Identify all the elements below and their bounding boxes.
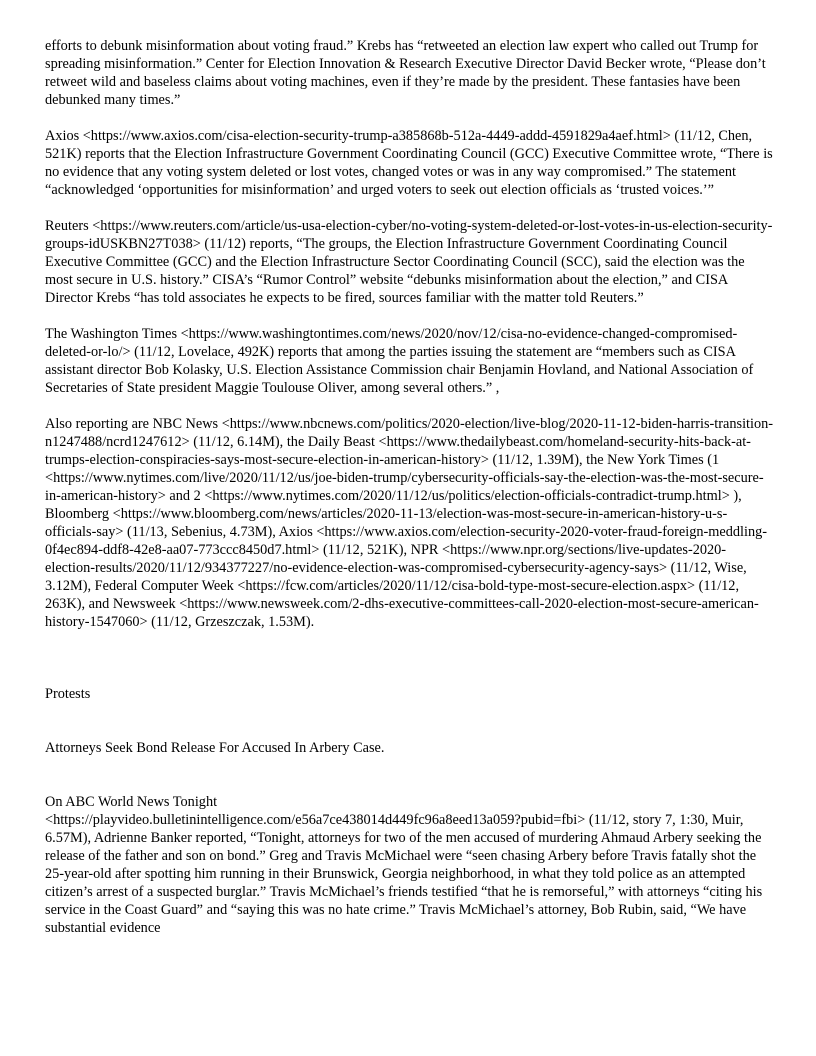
paragraph-abc-line-2: <https://playvideo.bulletinintelligence.com/e56a7ce438014d449fc96a8eed13a059?pubid=fbi> (11/12, story 7, 1:30, Muir, 6.57M), Adrienne Banker reported, “Tonight, attorneys for two of the men accused of murdering Ahmaud Arbery seeking the release of the father and son on bond.” Greg and Travis McMichael were “seen chasing Arbery before Travis fatally shot the 25-year-old after spotting him running in their Brunswick, Georgia neighborhood, in what they told police as an attempted citizen’s arrest of a suspected burglar.” Travis McMichael’s friends testified “that he is remorseful,” with attorneys “citing his service in the Coast Guard” and “saying this was no hate crime.” Travis McMichael’s attorney, Bob Rubin, said, “We have substantial evidence: [45, 812, 763, 936]
document-page: [45, 37, 775, 955]
paragraph-also-reporting: Also reporting are NBC News <https://www.nbcnews.com/politics/2020-election/live-blog/2020-11-12-biden-harris-transition-n1247488/ncrd1247612> (11/12, 6.14M), the Daily Beast <https://www.thedailybeast.com/homeland-security-hits-back-at-trumps-election-conspiracies-says-most-secure-election-in-american-history> (11/12, 1.39M), the New York Times (1 <https://www.nytimes.com/live/2020/11/12/us/joe-biden-trump/cybersecurity-officials-say-the-election-was-the-most-secure-in-american-history> and 2 <https://www.nytimes.com/2020/11/12/us/politics/election-officials-contradict-trump.html> ), Bloomberg <https://www.bloomberg.com/news/articles/2020-11-13/election-was-most-secure-in-american-history-u-s-officials-say> (11/13, Sebenius, 4.73M), Axios <https://www.axios.com/election-security-2020-voter-fraud-foreign-meddling-0f4ec894-ddf8-42e8-aa07-773ccc8450d7.html> (11/12, 521K), NPR <https://www.npr.org/sections/live-updates-2020-election-results/2020/11/12/934377227/no-evidence-election-was-compromised-cybersecurity-agency-says> (11/12, Wise, 3.12M), Federal Computer Week <https://fcw.com/articles/2020/11/12/cisa-bold-type-most-secure-election.aspx> (11/12, 263K), and Newsweek <https://www.newsweek.com/2-dhs-executive-committees-call-2020-election-most-secure-american-history-1547060> (11/12, Grzeszczak, 1.53M).: [45, 416, 774, 630]
paragraph-axios-report: Axios <https://www.axios.com/cisa-election-security-trump-a385868b-512a-4449-addd-4591829a4aef.html> (11/12, Chen, 521K) reports that the Election Infrastructure Government Coordinating Council (GCC) Executive Committee wrote, “There is no evidence that any voting system deleted or lost votes, changed votes or was in any way compromised.” The statement “acknowledged ‘opportunities for misinformation’ and urged voters to seek out election officials as ‘trusted voices.’”: [45, 128, 773, 198]
paragraph-reuters-report: Reuters <https://www.reuters.com/article/us-usa-election-cyber/no-voting-system-deleted-or-lost-votes-in-us-election-security-groups-idUSKBN27T038> (11/12) reports, “The groups, the Election Infrastructure Government Coordinating Council Executive Committee (GCC) and the Election Infrastructure Sector Coordinating Council (SCC), said the election was the most secure in U.S. history.” CISA’s “Rumor Control” website “debunks misinformation about the election,” and CISA Director Krebs “has told associates he expects to be fired, sources familiar with the matter told Reuters.”: [45, 218, 773, 306]
paragraph-abc-world-news: [45, 793, 775, 937]
paragraph-washington-times-report: The Washington Times <https://www.washingtontimes.com/news/2020/nov/12/cisa-no-evidence-changed-compromised-deleted-or-lo/> (11/12, Lovelace, 492K) reports that among the parties issuing the statement are “members such as CISA assistant director Bob Kolasky, U.S. Election Assistance Commission chair Benjamin Hovland, and National Association of Secretaries of State president Maggie Toulouse Oliver, among several others.” ,: [45, 326, 754, 396]
section-heading-protests: Protests: [45, 686, 91, 702]
spacer: [45, 649, 775, 685]
paragraph-abc-line-1: On ABC World News Tonight: [45, 794, 218, 810]
spacer: [45, 703, 775, 739]
paragraph-krebs-misinformation: efforts to debunk misinformation about voting fraud.” Krebs has “retweeted an election law expert who called out Trump for spreading misinformation.” Center for Election Innovation & Research Executive Director David Becker wrote, “Please don’t retweet wild and baseless claims about voting machines, even if they’re made by the president. These fantasies have been debunked many times.”: [45, 38, 766, 108]
spacer: [45, 757, 775, 793]
article-title: Attorneys Seek Bond Release For Accused In Arbery Case.: [45, 740, 385, 756]
